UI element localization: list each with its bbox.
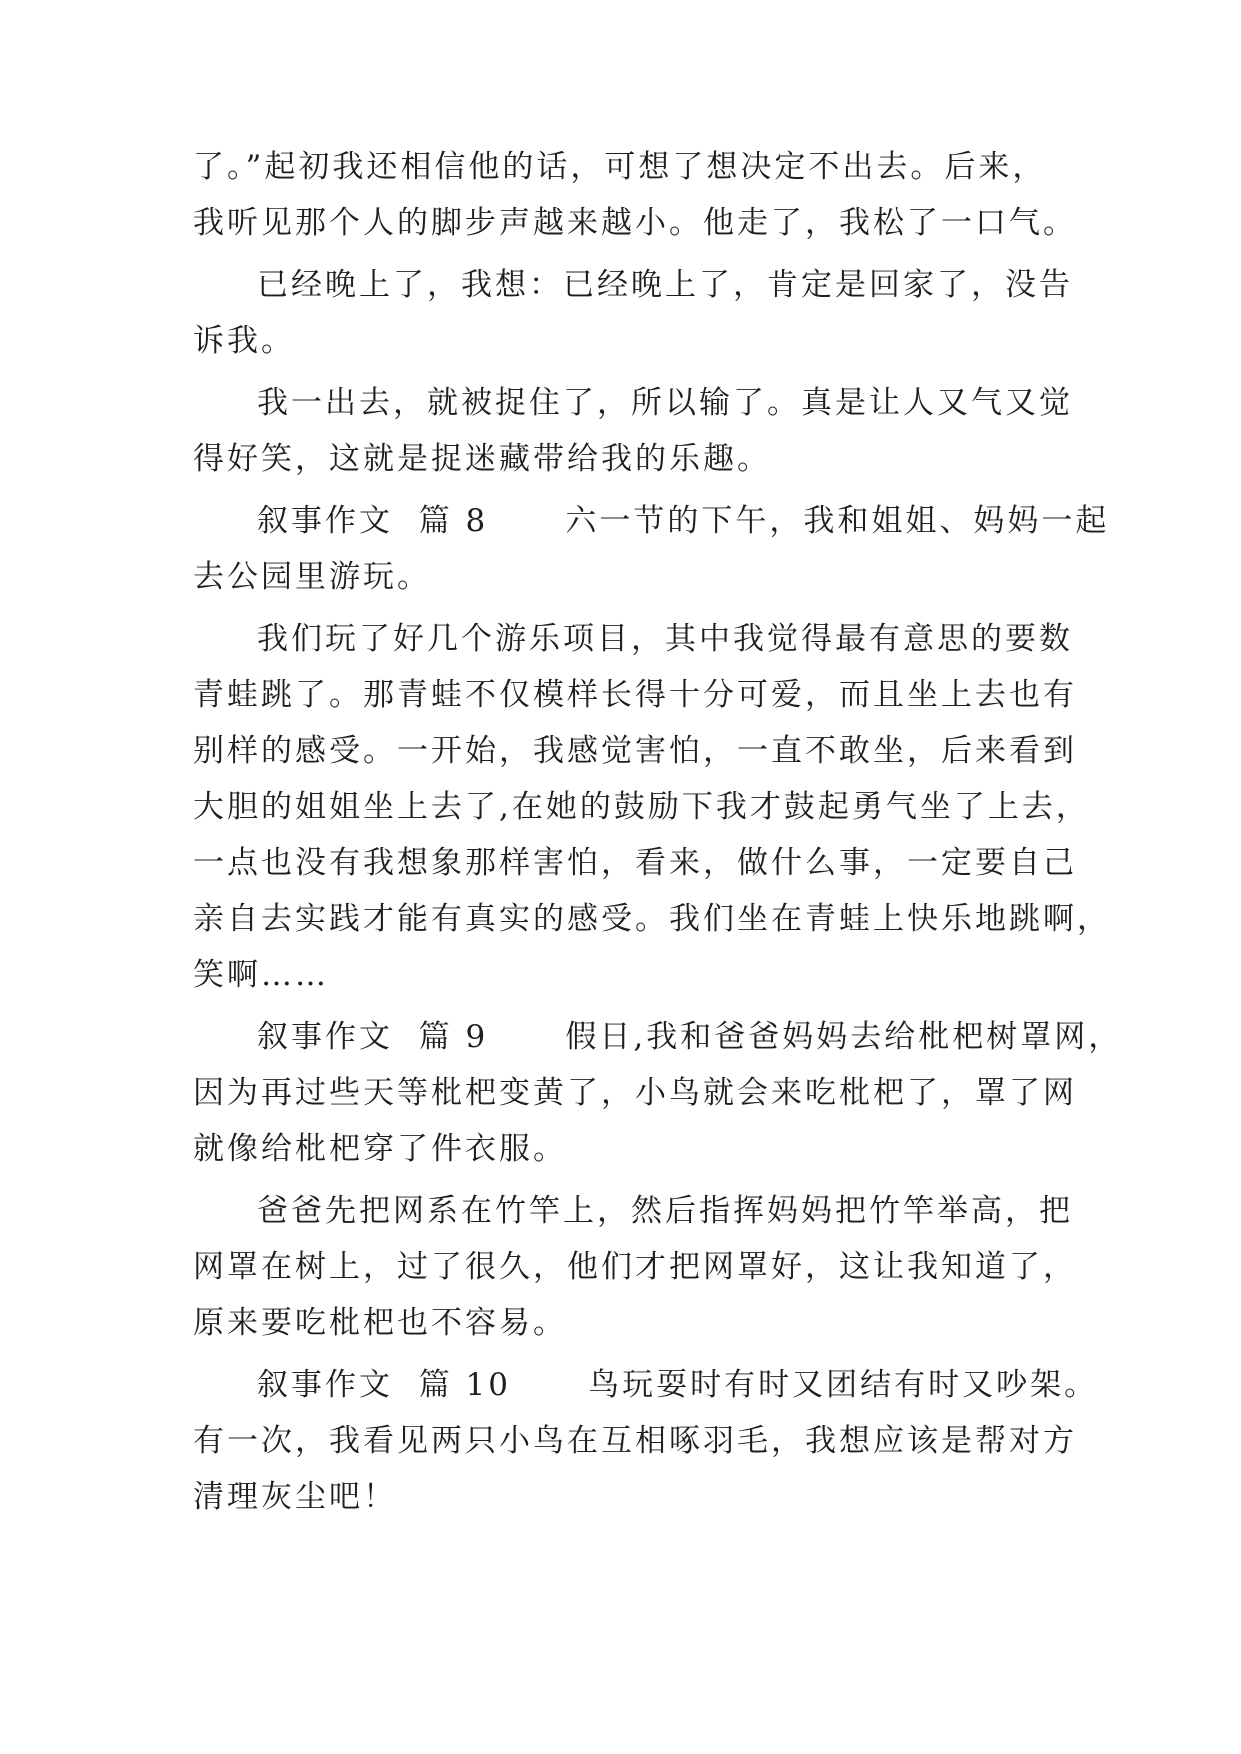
text-line: 别样的感受。一开始，我感觉害怕，一直不敢坐，后来看到	[193, 733, 1077, 769]
text-line: 我听见那个人的脚步声越来越小。他走了，我松了一口气。	[193, 205, 1077, 241]
text-line: 青蛙跳了。那青蛙不仅模样长得十分可爱，而且坐上去也有	[193, 677, 1077, 713]
text-line: 一点也没有我想象那样害怕，看来，做什么事，一定要自己	[193, 845, 1077, 881]
text-line: 诉我。	[193, 323, 295, 359]
text-line: 我们玩了好几个游乐项目，其中我觉得最有意思的要数	[257, 621, 1073, 657]
section-heading-line: 叙事作文 篇 8 六一节的下午，我和姐姐、妈妈一起	[257, 503, 1110, 539]
text-line: 了。”起初我还相信他的话，可想了想决定不出去。后来，	[193, 149, 1047, 185]
text-line: 笑啊……	[193, 957, 329, 993]
text-line: 亲自去实践才能有真实的感受。我们坐在青蛙上快乐地跳啊，	[193, 901, 1111, 937]
section-heading-line: 叙事作文 篇 9 假日,我和爸爸妈妈去给枇杷树罩网，	[257, 1019, 1123, 1055]
text-line: 爸爸先把网系在竹竿上，然后指挥妈妈把竹竿举高，把	[257, 1193, 1073, 1229]
text-line: 有一次，我看见两只小鸟在互相啄羽毛，我想应该是帮对方	[193, 1423, 1077, 1459]
section-heading-line: 叙事作文 篇 10 鸟玩耍时有时又团结有时又吵架。	[257, 1367, 1099, 1403]
text-line: 原来要吃枇杷也不容易。	[193, 1305, 567, 1341]
text-line: 已经晚上了，我想：已经晚上了，肯定是回家了，没告	[257, 267, 1073, 303]
text-line: 清理灰尘吧！	[193, 1479, 397, 1515]
text-line: 得好笑，这就是捉迷藏带给我的乐趣。	[193, 441, 771, 477]
text-line: 就像给枇杷穿了件衣服。	[193, 1131, 567, 1167]
text-line: 我一出去，就被捉住了，所以输了。真是让人又气又觉	[257, 385, 1073, 421]
text-line: 去公园里游玩。	[193, 559, 431, 595]
text-line: 网罩在树上，过了很久，他们才把网罩好，这让我知道了，	[193, 1249, 1077, 1285]
text-line: 因为再过些天等枇杷变黄了，小鸟就会来吃枇杷了，罩了网	[193, 1075, 1077, 1111]
text-line: 大胆的姐姐坐上去了,在她的鼓励下我才鼓起勇气坐了上去，	[193, 789, 1090, 825]
